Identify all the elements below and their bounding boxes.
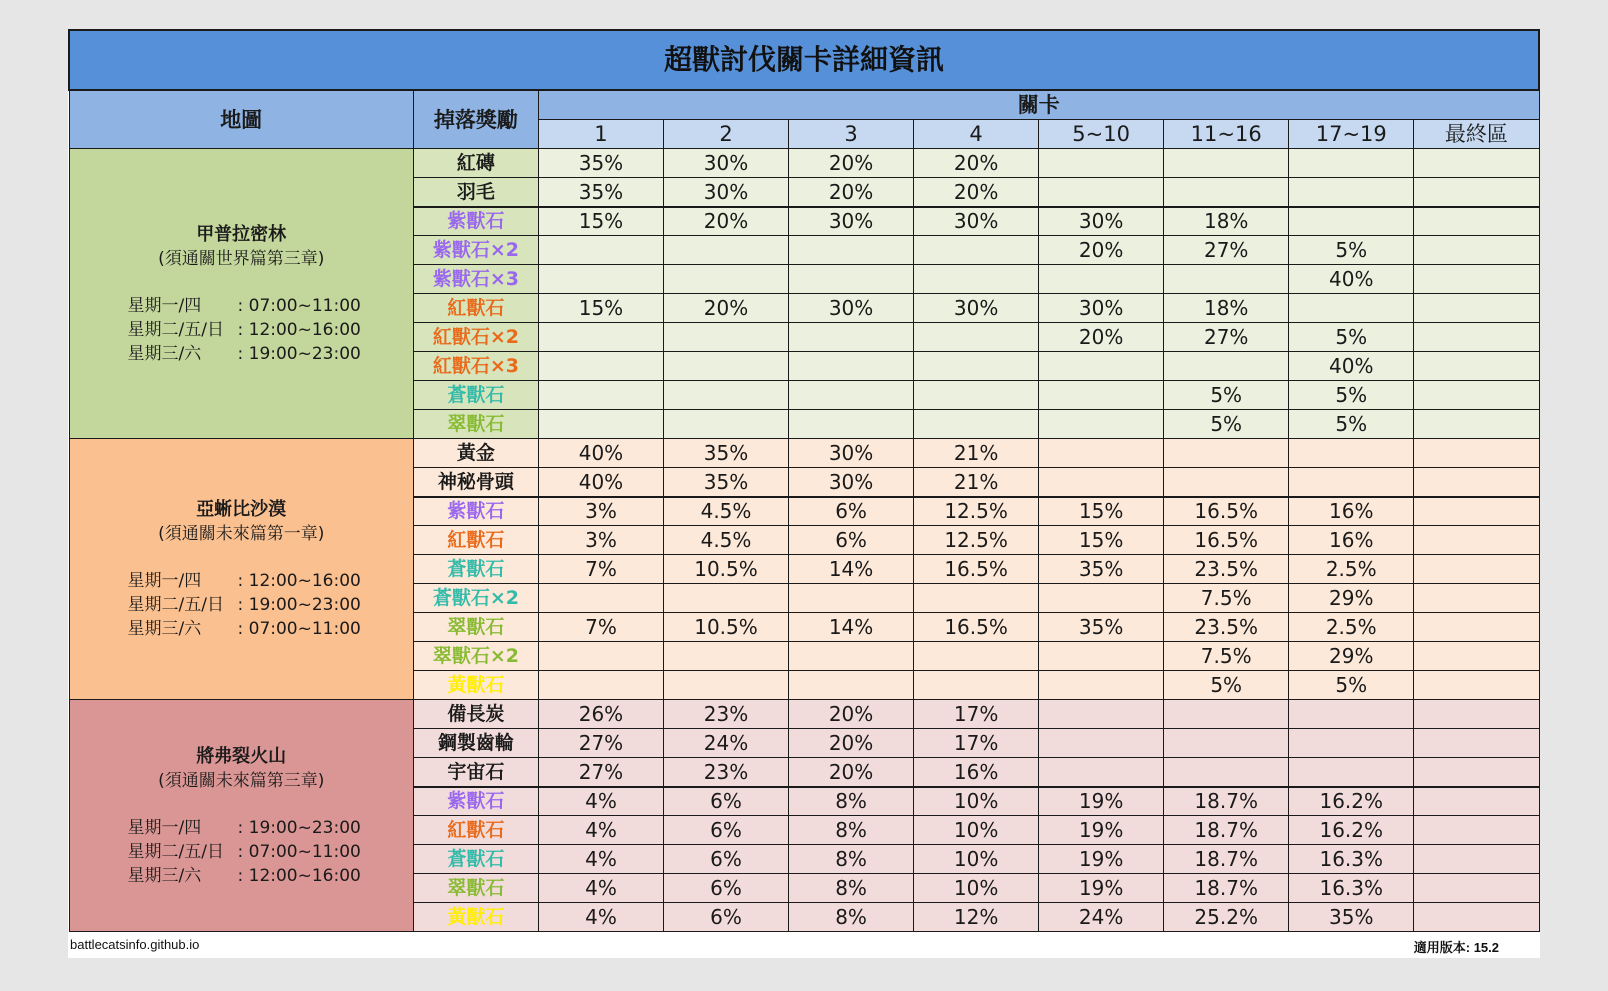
stage-header-1: 1 xyxy=(538,120,663,149)
drop-rate-cell: 7.5% xyxy=(1164,642,1289,671)
drop-rate-cell: 18.7% xyxy=(1164,787,1289,816)
drop-rate-cell xyxy=(1039,758,1164,787)
drop-rate-cell xyxy=(914,410,1039,439)
drop-rate-cell: 18.7% xyxy=(1164,874,1289,903)
drop-rate-cell: 30% xyxy=(1039,207,1164,236)
drop-rate-cell: 4% xyxy=(538,903,663,932)
page-title: 超獸討伐關卡詳細資訊 xyxy=(69,30,1539,90)
drop-item-name: 鋼製齒輪 xyxy=(413,729,538,758)
drop-rate-cell: 6% xyxy=(789,497,914,526)
schedule-line xyxy=(128,617,413,641)
schedule-day: 星期二/五/日 xyxy=(127,841,224,862)
drop-rate-cell xyxy=(914,642,1039,671)
stage-header-7: 17~19 xyxy=(1289,120,1414,149)
drop-rate-cell: 30% xyxy=(1039,294,1164,323)
drop-rate-cell: 8% xyxy=(789,874,914,903)
drop-rate-cell xyxy=(538,381,663,410)
drop-rate-cell: 29% xyxy=(1289,642,1414,671)
drop-rate-cell xyxy=(914,584,1039,613)
schedule-line xyxy=(128,342,413,366)
drop-rate-cell xyxy=(1414,410,1539,439)
drop-rate-cell: 4.5% xyxy=(663,497,788,526)
schedule-line xyxy=(128,816,413,840)
table-row xyxy=(69,700,1539,729)
drop-rate-cell: 24% xyxy=(1039,903,1164,932)
drop-rate-cell: 16.3% xyxy=(1289,874,1414,903)
drop-rate-cell: 21% xyxy=(914,468,1039,497)
drop-rate-cell: 8% xyxy=(789,816,914,845)
schedule-line xyxy=(128,840,413,864)
drop-rate-cell xyxy=(1414,816,1539,845)
drop-rate-cell: 16.3% xyxy=(1289,845,1414,874)
stage-header-2: 2 xyxy=(663,120,788,149)
drop-rate-cell xyxy=(663,381,788,410)
map-column-header: 地圖 xyxy=(69,90,413,149)
drop-rate-cell xyxy=(789,352,914,381)
drop-rate-cell: 5% xyxy=(1289,323,1414,352)
drop-rate-cell xyxy=(1414,149,1539,178)
drop-rate-cell xyxy=(914,381,1039,410)
drop-rate-cell: 6% xyxy=(663,816,788,845)
drop-rate-cell: 20% xyxy=(1039,323,1164,352)
drop-rate-cell xyxy=(1164,439,1289,468)
drop-rate-cell xyxy=(1164,178,1289,207)
drop-item-name: 翠獸石 xyxy=(413,874,538,903)
drop-rate-cell xyxy=(663,671,788,700)
drop-rate-cell: 10% xyxy=(914,816,1039,845)
schedule-time: : 19:00~23:00 xyxy=(237,817,361,838)
drop-rate-cell xyxy=(914,352,1039,381)
drop-rate-cell xyxy=(1414,874,1539,903)
drop-rate-cell xyxy=(1414,497,1539,526)
map-cell xyxy=(69,149,413,439)
drop-rate-cell: 30% xyxy=(789,439,914,468)
drop-rate-cell: 7% xyxy=(538,613,663,642)
drop-rate-cell xyxy=(1039,265,1164,294)
drop-rate-cell: 30% xyxy=(914,207,1039,236)
drop-rate-cell: 40% xyxy=(1289,352,1414,381)
drop-rate-cell xyxy=(538,671,663,700)
map-requirement: (須通關未來篇第三章) xyxy=(158,770,325,791)
drop-rate-cell: 15% xyxy=(1039,497,1164,526)
drop-rate-cell xyxy=(1414,468,1539,497)
schedule-day: 星期一/四 xyxy=(127,817,202,838)
drop-rate-cell: 27% xyxy=(538,729,663,758)
drop-rate-cell xyxy=(1039,468,1164,497)
drop-rate-cell xyxy=(538,642,663,671)
drop-rate-cell: 20% xyxy=(789,729,914,758)
drop-rate-cell: 30% xyxy=(663,178,788,207)
footer-version: 適用版本: 15.2 xyxy=(1413,940,1499,955)
drop-rate-cell: 20% xyxy=(789,178,914,207)
drop-rate-cell xyxy=(663,584,788,613)
drop-rate-cell xyxy=(1039,381,1164,410)
table-row xyxy=(69,149,1539,178)
schedule-day: 星期三/六 xyxy=(127,343,202,364)
drop-rate-cell: 10% xyxy=(914,845,1039,874)
drop-rate-cell: 12.5% xyxy=(914,497,1039,526)
drop-rate-cell: 18% xyxy=(1164,207,1289,236)
drop-rate-cell xyxy=(1414,207,1539,236)
drop-rate-cell: 16.5% xyxy=(914,613,1039,642)
drop-rate-cell xyxy=(663,236,788,265)
drop-rate-cell: 30% xyxy=(914,294,1039,323)
drop-rate-cell: 26% xyxy=(538,700,663,729)
drop-rate-cell xyxy=(789,584,914,613)
drop-rate-cell: 20% xyxy=(663,294,788,323)
drop-item-name: 蒼獸石 xyxy=(413,845,538,874)
drop-rate-cell xyxy=(538,265,663,294)
drop-rate-cell xyxy=(1414,555,1539,584)
drop-rate-cell xyxy=(1289,149,1414,178)
drop-rate-cell: 5% xyxy=(1164,671,1289,700)
drop-rate-cell xyxy=(1414,526,1539,555)
drop-rate-cell: 35% xyxy=(538,178,663,207)
drop-rate-cell: 16% xyxy=(1289,497,1414,526)
drop-rate-cell xyxy=(538,323,663,352)
drop-rate-cell xyxy=(663,265,788,294)
schedule-time: : 07:00~11:00 xyxy=(237,295,361,316)
schedule-time: : 12:00~16:00 xyxy=(237,865,361,886)
drop-rate-cell xyxy=(1164,729,1289,758)
stage-header-8: 最終區 xyxy=(1414,120,1539,149)
drop-rate-cell xyxy=(789,236,914,265)
schedule-line xyxy=(128,593,413,617)
drop-rate-cell xyxy=(1039,700,1164,729)
drop-rate-cell: 20% xyxy=(914,149,1039,178)
drop-rate-cell: 5% xyxy=(1289,381,1414,410)
drop-rate-cell: 27% xyxy=(1164,323,1289,352)
drop-rate-cell: 17% xyxy=(914,729,1039,758)
drop-rate-cell: 3% xyxy=(538,497,663,526)
drop-rate-cell xyxy=(663,642,788,671)
drop-rate-cell xyxy=(789,642,914,671)
drop-rate-cell xyxy=(538,410,663,439)
drop-item-name: 紫獸石×3 xyxy=(413,265,538,294)
map-cell xyxy=(69,439,413,700)
drop-rate-cell xyxy=(1414,265,1539,294)
drop-rate-cell: 23% xyxy=(663,758,788,787)
drop-rate-cell: 16% xyxy=(1289,526,1414,555)
table-row xyxy=(69,439,1539,468)
drop-rate-cell xyxy=(538,352,663,381)
map-cell xyxy=(69,700,413,932)
drop-rate-cell: 16.2% xyxy=(1289,787,1414,816)
drop-rate-cell: 6% xyxy=(663,845,788,874)
map-name: 亞蜥比沙漠 xyxy=(196,499,287,520)
drop-item-name: 蒼獸石 xyxy=(413,555,538,584)
drop-rate-table xyxy=(68,29,1540,932)
drop-rate-cell: 15% xyxy=(538,207,663,236)
drop-rate-cell: 16.2% xyxy=(1289,816,1414,845)
drop-rate-cell: 18.7% xyxy=(1164,845,1289,874)
drop-item-name: 蒼獸石×2 xyxy=(413,584,538,613)
drop-rate-cell: 5% xyxy=(1289,236,1414,265)
drop-rate-cell xyxy=(1289,178,1414,207)
drop-rate-cell: 35% xyxy=(538,149,663,178)
drop-rate-cell: 23.5% xyxy=(1164,613,1289,642)
drop-rate-cell xyxy=(1289,439,1414,468)
drop-rate-cell: 8% xyxy=(789,845,914,874)
drop-item-name: 神秘骨頭 xyxy=(413,468,538,497)
drop-rate-cell: 30% xyxy=(789,294,914,323)
drop-item-name: 宇宙石 xyxy=(413,758,538,787)
schedule-line xyxy=(128,569,413,593)
drop-column-header: 掉落獎勵 xyxy=(413,90,538,149)
map-name: 將弗裂火山 xyxy=(196,745,287,767)
drop-rate-cell: 29% xyxy=(1289,584,1414,613)
drop-item-name: 紅獸石×2 xyxy=(413,323,538,352)
drop-rate-cell xyxy=(1414,613,1539,642)
drop-rate-cell xyxy=(1039,584,1164,613)
drop-rate-cell: 4% xyxy=(538,874,663,903)
drop-rate-cell: 21% xyxy=(914,439,1039,468)
drop-item-name: 紅獸石 xyxy=(413,526,538,555)
drop-rate-cell: 10% xyxy=(914,874,1039,903)
drop-rate-cell: 12% xyxy=(914,903,1039,932)
drop-rate-cell: 7% xyxy=(538,555,663,584)
drop-rate-cell: 35% xyxy=(663,439,788,468)
schedule-day: 星期一/四 xyxy=(127,571,202,591)
drop-rate-cell: 19% xyxy=(1039,874,1164,903)
drop-rate-cell: 23% xyxy=(663,700,788,729)
drop-rate-cell: 5% xyxy=(1289,410,1414,439)
schedule-time: : 12:00~16:00 xyxy=(237,571,361,591)
drop-rate-cell: 4.5% xyxy=(663,526,788,555)
stage-header-3: 3 xyxy=(789,120,914,149)
drop-rate-cell xyxy=(789,323,914,352)
drop-rate-cell xyxy=(914,236,1039,265)
drop-item-name: 黃金 xyxy=(413,439,538,468)
drop-rate-cell: 20% xyxy=(789,149,914,178)
drop-item-name: 紅獸石 xyxy=(413,816,538,845)
drop-rate-cell xyxy=(1039,439,1164,468)
drop-rate-cell: 2.5% xyxy=(1289,613,1414,642)
drop-rate-cell: 40% xyxy=(538,468,663,497)
drop-rate-cell xyxy=(1414,178,1539,207)
drop-rate-cell xyxy=(1039,410,1164,439)
drop-rate-cell xyxy=(1164,758,1289,787)
drop-rate-cell: 19% xyxy=(1039,787,1164,816)
drop-rate-cell: 10% xyxy=(914,787,1039,816)
drop-rate-cell: 3% xyxy=(538,526,663,555)
schedule-day: 星期三/六 xyxy=(127,619,202,639)
drop-rate-cell: 25.2% xyxy=(1164,903,1289,932)
drop-rate-cell: 12.5% xyxy=(914,526,1039,555)
drop-rate-cell xyxy=(914,265,1039,294)
drop-rate-cell: 18.7% xyxy=(1164,816,1289,845)
drop-item-name: 黃獸石 xyxy=(413,903,538,932)
drop-rate-cell: 4% xyxy=(538,787,663,816)
drop-rate-cell: 24% xyxy=(663,729,788,758)
drop-rate-cell: 14% xyxy=(789,613,914,642)
drop-rate-cell xyxy=(1289,207,1414,236)
drop-item-name: 紫獸石 xyxy=(413,787,538,816)
stage-header-6: 11~16 xyxy=(1164,120,1289,149)
drop-rate-cell xyxy=(1164,149,1289,178)
drop-rate-cell: 10.5% xyxy=(663,555,788,584)
drop-rate-cell: 16.5% xyxy=(1164,497,1289,526)
drop-rate-cell: 14% xyxy=(789,555,914,584)
drop-rate-cell xyxy=(663,352,788,381)
drop-item-name: 紫獸石 xyxy=(413,497,538,526)
drop-rate-cell xyxy=(1164,468,1289,497)
drop-rate-cell: 35% xyxy=(1289,903,1414,932)
drop-rate-cell xyxy=(1414,439,1539,468)
drop-rate-cell: 8% xyxy=(789,787,914,816)
drop-rate-cell xyxy=(1289,729,1414,758)
drop-rate-cell xyxy=(1414,758,1539,787)
drop-rate-cell: 20% xyxy=(789,700,914,729)
drop-rate-cell: 6% xyxy=(663,787,788,816)
drop-rate-cell xyxy=(1414,352,1539,381)
drop-rate-cell xyxy=(1039,178,1164,207)
schedule-day: 星期三/六 xyxy=(127,865,202,886)
schedule-time: : 19:00~23:00 xyxy=(237,343,361,364)
drop-rate-cell: 5% xyxy=(1164,381,1289,410)
drop-rate-cell xyxy=(538,584,663,613)
drop-rate-sheet xyxy=(68,29,1540,958)
drop-rate-cell: 6% xyxy=(789,526,914,555)
drop-rate-cell: 5% xyxy=(1289,671,1414,700)
drop-rate-cell: 16.5% xyxy=(1164,526,1289,555)
stage-header-5: 5~10 xyxy=(1039,120,1164,149)
drop-rate-cell: 7.5% xyxy=(1164,584,1289,613)
drop-rate-cell: 19% xyxy=(1039,816,1164,845)
stage-header-4: 4 xyxy=(914,120,1039,149)
drop-rate-cell: 27% xyxy=(538,758,663,787)
drop-item-name: 翠獸石×2 xyxy=(413,642,538,671)
drop-rate-cell xyxy=(1414,236,1539,265)
drop-item-name: 紫獸石 xyxy=(413,207,538,236)
schedule-day: 星期二/五/日 xyxy=(127,595,224,615)
drop-rate-cell: 35% xyxy=(1039,555,1164,584)
drop-rate-cell: 20% xyxy=(1039,236,1164,265)
drop-item-name: 翠獸石 xyxy=(413,613,538,642)
drop-item-name: 紅獸石 xyxy=(413,294,538,323)
schedule-time: : 07:00~11:00 xyxy=(237,619,361,639)
footer-site: battlecatsinfo.github.io xyxy=(70,937,200,952)
schedule-line xyxy=(128,294,413,318)
drop-rate-cell: 20% xyxy=(789,758,914,787)
drop-rate-cell xyxy=(1414,903,1539,932)
schedule-time: : 12:00~16:00 xyxy=(237,319,361,340)
drop-rate-cell: 20% xyxy=(663,207,788,236)
schedule-line xyxy=(128,318,413,342)
drop-rate-cell: 40% xyxy=(1289,265,1414,294)
drop-rate-cell: 30% xyxy=(663,149,788,178)
map-name: 甲普拉密林 xyxy=(196,223,287,245)
drop-rate-cell: 6% xyxy=(663,903,788,932)
drop-item-name: 蒼獸石 xyxy=(413,381,538,410)
drop-rate-cell: 4% xyxy=(538,845,663,874)
drop-rate-cell xyxy=(1164,352,1289,381)
drop-rate-cell: 40% xyxy=(538,439,663,468)
drop-rate-cell xyxy=(1414,323,1539,352)
drop-item-name: 紅磚 xyxy=(413,149,538,178)
drop-rate-cell xyxy=(914,323,1039,352)
drop-rate-cell: 35% xyxy=(1039,613,1164,642)
drop-item-name: 黃獸石 xyxy=(413,671,538,700)
drop-rate-cell: 5% xyxy=(1164,410,1289,439)
drop-rate-cell: 15% xyxy=(538,294,663,323)
drop-rate-cell: 18% xyxy=(1164,294,1289,323)
drop-item-name: 紫獸石×2 xyxy=(413,236,538,265)
drop-rate-cell: 10.5% xyxy=(663,613,788,642)
drop-rate-cell xyxy=(663,323,788,352)
drop-rate-cell xyxy=(1414,845,1539,874)
schedule-day: 星期一/四 xyxy=(127,295,202,316)
map-requirement: (須通關世界篇第三章) xyxy=(158,248,325,269)
drop-rate-cell: 23.5% xyxy=(1164,555,1289,584)
drop-rate-cell xyxy=(789,671,914,700)
drop-rate-cell: 35% xyxy=(663,468,788,497)
drop-rate-cell: 17% xyxy=(914,700,1039,729)
drop-rate-cell xyxy=(1414,671,1539,700)
drop-rate-cell xyxy=(1039,729,1164,758)
drop-rate-cell xyxy=(1289,468,1414,497)
drop-rate-cell: 8% xyxy=(789,903,914,932)
drop-rate-cell xyxy=(1039,149,1164,178)
drop-rate-cell xyxy=(1164,265,1289,294)
drop-rate-cell: 16% xyxy=(914,758,1039,787)
drop-item-name: 備長炭 xyxy=(413,700,538,729)
schedule-time: : 07:00~11:00 xyxy=(237,841,361,862)
drop-rate-cell xyxy=(1414,584,1539,613)
stage-group-header: 關卡 xyxy=(538,90,1539,120)
drop-rate-cell xyxy=(1414,642,1539,671)
drop-rate-cell: 20% xyxy=(914,178,1039,207)
drop-rate-cell xyxy=(1414,729,1539,758)
drop-item-name: 紅獸石×3 xyxy=(413,352,538,381)
drop-rate-cell xyxy=(789,381,914,410)
drop-rate-cell: 19% xyxy=(1039,845,1164,874)
drop-rate-cell xyxy=(538,236,663,265)
drop-rate-cell xyxy=(1039,671,1164,700)
drop-rate-cell: 15% xyxy=(1039,526,1164,555)
drop-rate-cell xyxy=(1164,700,1289,729)
drop-rate-cell xyxy=(914,671,1039,700)
drop-rate-cell: 6% xyxy=(663,874,788,903)
drop-rate-cell: 16.5% xyxy=(914,555,1039,584)
schedule-day: 星期二/五/日 xyxy=(127,319,224,340)
drop-rate-cell: 30% xyxy=(789,207,914,236)
drop-item-name: 翠獸石 xyxy=(413,410,538,439)
drop-rate-cell: 2.5% xyxy=(1289,555,1414,584)
drop-rate-cell xyxy=(1414,294,1539,323)
drop-rate-cell xyxy=(1039,352,1164,381)
drop-rate-cell: 4% xyxy=(538,816,663,845)
drop-rate-cell xyxy=(789,410,914,439)
drop-rate-cell xyxy=(1039,642,1164,671)
drop-rate-cell xyxy=(1414,700,1539,729)
drop-rate-cell xyxy=(1414,787,1539,816)
drop-rate-cell xyxy=(789,265,914,294)
drop-rate-cell xyxy=(663,410,788,439)
drop-rate-cell xyxy=(1414,381,1539,410)
drop-rate-cell: 27% xyxy=(1164,236,1289,265)
drop-rate-cell: 30% xyxy=(789,468,914,497)
map-requirement: (須通關未來篇第一章) xyxy=(158,524,325,544)
schedule-time: : 19:00~23:00 xyxy=(237,595,361,615)
drop-rate-cell xyxy=(1289,758,1414,787)
drop-item-name: 羽毛 xyxy=(413,178,538,207)
drop-rate-cell xyxy=(1289,294,1414,323)
drop-rate-cell xyxy=(1289,700,1414,729)
schedule-line xyxy=(128,864,413,888)
